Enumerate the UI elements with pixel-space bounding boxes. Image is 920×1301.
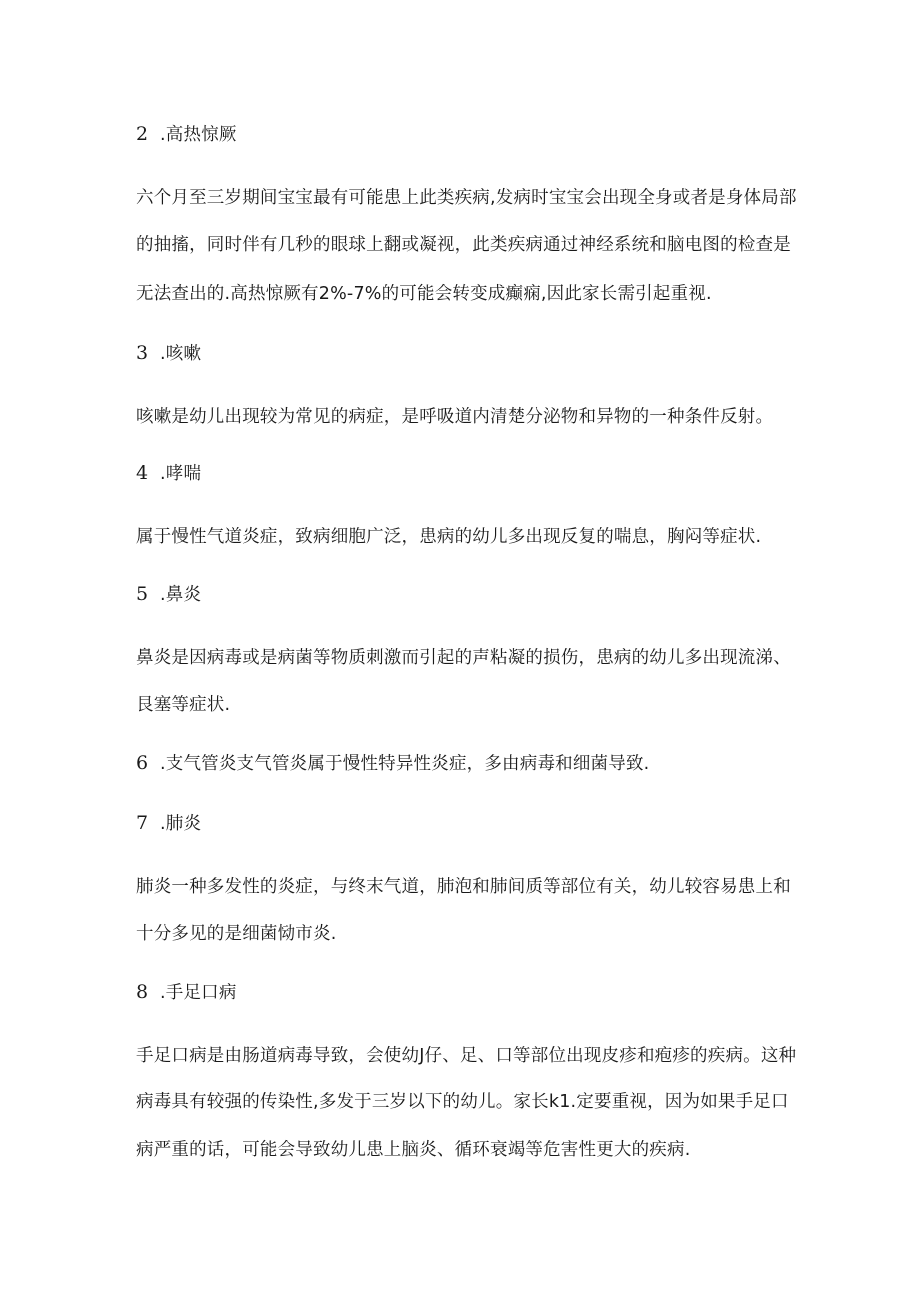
section-title: .咳嗽: [160, 344, 202, 364]
paragraph-line: 无法查出的.高热惊厥有2%-7%的可能会转变成癫痫,因此家长需引起重视.: [136, 284, 712, 304]
paragraph-line: 肺炎一种多发性的炎症，与终末气道，肺泡和肺间质等部位有关，幼儿较容易患上和: [136, 877, 791, 897]
section-title: .高热惊厥: [160, 125, 237, 145]
section-heading-5: [136, 582, 786, 607]
section-heading-6: [136, 751, 786, 776]
section-heading-7: [136, 811, 786, 836]
paragraph-line: 手足口病是由肠道病毒导致，会使幼J仔、足、口等部位出现皮疹和疱疹的疾病。这种: [136, 1046, 797, 1066]
section-number: 2: [136, 123, 149, 145]
paragraph-line: 十分多见的是细菌恸市炎.: [136, 924, 337, 944]
section-heading-2: [136, 122, 786, 147]
paragraph-line: 病毒具有较强的传染性,多发于三岁以下的幼儿。家长k1.定要重视，因为如果手足口: [136, 1092, 789, 1112]
section-number: 4: [136, 462, 149, 484]
section-number: 8: [136, 981, 149, 1003]
section-number: 5: [136, 583, 149, 605]
section-heading-3: [136, 341, 786, 366]
section-heading-4: [136, 461, 786, 486]
paragraph-line: 病严重的话，可能会导致幼儿患上脑炎、循环衰竭等危害性更大的疾病.: [136, 1140, 691, 1160]
section-title: .手足口病: [160, 983, 237, 1003]
paragraph-line: 的抽搐，同时伴有几秒的眼球上翻或凝视，此类疾病通过神经系统和脑电图的检查是: [136, 235, 791, 255]
section-title: .哮喘: [160, 464, 202, 484]
paragraph-line: 六个月至三岁期间宝宝最有可能患上此类疾病,发病时宝宝会出现全身或者是身体局部: [136, 188, 797, 208]
section-heading-8: [136, 980, 786, 1005]
paragraph-line: 咳嗽是幼儿出现较为常见的病症，是呼吸道内清楚分泌物和异物的一种条件反射。: [136, 407, 774, 427]
section-title: .支气管炎支气管炎属于慢性特异性炎症，多由病毒和细菌导致.: [160, 754, 650, 774]
paragraph-line: 艮塞等症状.: [136, 695, 231, 715]
section-number: 3: [136, 342, 149, 364]
section-number: 7: [136, 812, 149, 834]
section-title: .鼻炎: [160, 585, 202, 605]
section-title: .肺炎: [160, 814, 202, 834]
paragraph-line: 鼻炎是因病毒或是病菌等物质刺激而引起的声粘凝的损伤，患病的幼儿多出现流涕、: [136, 648, 791, 668]
paragraph-line: 属于慢性气道炎症，致病细胞广泛，患病的幼儿多出现反复的喘息，胸闷等症状.: [136, 527, 762, 547]
section-number: 6: [136, 752, 149, 774]
